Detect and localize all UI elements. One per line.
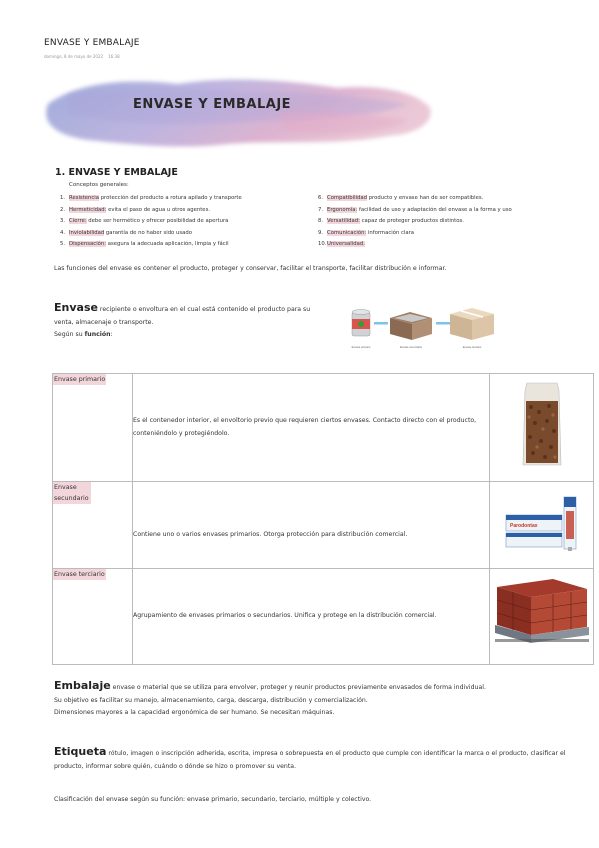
concept-term: Universalidad. (327, 241, 365, 247)
envase-definition (54, 302, 329, 342)
row-description: Contiene uno o varios envases primarios. Otorga protección para distribución comercial. (133, 530, 408, 538)
concept-number: 2. (60, 206, 66, 213)
concept-number: 3. (60, 218, 66, 224)
funcion-suffix: : (110, 331, 113, 338)
can-icon (352, 310, 370, 337)
section-heading: 1. ENVASE Y EMBALAJE (55, 167, 178, 178)
concept-number: 10. (318, 241, 327, 247)
row-label: Envase secundario (53, 482, 91, 504)
embalaje-paragraph (54, 680, 584, 720)
embalaje-line2: Su objetivo es facilitar su manejo, almacenamiento, carga, descarga, distribución y comercialización. (54, 696, 368, 704)
concept-item (318, 205, 512, 217)
envase-table (52, 373, 594, 665)
concept-number: 9. (318, 229, 324, 236)
concept-text: garantía de no haber sido usado (104, 229, 192, 236)
functions-paragraph: Las funciones del envase es contener el producto, proteger y conservar, facilitar el transporte, facilitar distribución e informar. (54, 265, 447, 272)
table-row (53, 569, 594, 665)
concept-item (60, 216, 242, 228)
concept-text: capaz de proteger productos distintos. (359, 218, 464, 224)
concepts-label: Conceptos generales: (69, 182, 129, 188)
concept-number: 1. (60, 195, 66, 201)
time-text: 16:38 (108, 54, 120, 59)
concept-term: Dispensación: (69, 241, 107, 247)
concept-text: facilidad de uso y adaptación del envase a la forma y uso (357, 206, 512, 213)
concept-item (318, 193, 512, 205)
concept-text: información clara (366, 229, 415, 236)
concepts-list-right (318, 193, 512, 251)
concept-text: debe ser hermético y ofrecer posibilidad de apertura (86, 218, 229, 224)
watercolor-banner (38, 74, 438, 152)
embalaje-term: Embalaje (54, 679, 111, 692)
concept-text: evita el paso de agua u otros agentes. (106, 206, 211, 213)
packaging-diagram (346, 300, 496, 360)
diagram-label-tertiary: Envase terciario (462, 346, 482, 349)
concept-term: Inviolabilidad (69, 229, 105, 236)
envase-definition-text: recipiente o envoltura en el cual está contenido el producto para su venta, almacenaje o transporte. (54, 306, 311, 326)
box-closed-icon (450, 308, 494, 340)
row-label: Envase primario (54, 376, 106, 383)
etiqueta-text: rótulo, imagen o inscripción adherida, escrita, impresa o sobrepuesta en el producto que cumple con identificar la marca o el producto, clasificar el producto, informar sobre quién, cuándo o dónde se hizo o promover su venta. (54, 750, 566, 770)
arrow-1 (374, 322, 388, 325)
pallet-image (493, 573, 591, 655)
concept-number: 5. (60, 241, 66, 247)
row-description: Es el contenedor interior, el envoltorio previo que requieren ciertos envases. Contacto directo con el producto, conteniéndolo y protegiéndolo. (133, 417, 477, 437)
concept-item (60, 228, 242, 240)
concept-term: Compatibilidad (327, 195, 368, 201)
funcion-prefix: Según su (54, 331, 85, 338)
table-row (53, 482, 594, 569)
toothpaste-image (502, 491, 582, 553)
envase-term: Envase (54, 301, 98, 314)
concept-term: Resistencia (69, 195, 100, 201)
toothpaste-brand-text: Parodontax (509, 523, 538, 530)
table-row (53, 374, 594, 482)
diagram-label-secondary: Envase secundario (399, 346, 423, 349)
concept-term: Versatilidad: (327, 218, 360, 224)
row-label: Envase terciario (54, 571, 105, 578)
concept-item (318, 216, 512, 228)
document-date (44, 54, 120, 59)
concept-number: 7. (318, 206, 324, 213)
arrow-2 (436, 322, 450, 325)
banner-title: ENVASE Y EMBALAJE (133, 97, 292, 112)
date-text: domingo, 8 de mayo de 2022 (44, 54, 104, 59)
concept-text: protección del producto a rotura apilado y transporte (99, 195, 242, 201)
row-description: Agrupamiento de envases primarios o secundarios. Unifica y protege en la distribución comercial. (133, 612, 437, 620)
concept-term: Ergonomía: (327, 206, 358, 213)
concept-item (60, 193, 242, 205)
concept-item (60, 239, 242, 251)
concept-item (318, 239, 512, 251)
etiqueta-term: Etiqueta (54, 745, 107, 758)
concept-text: producto y envase han de ser compatibles. (367, 195, 484, 201)
concept-term: Comunicación: (327, 229, 367, 236)
embalaje-line3: Dimensiones mayores a la capacidad ergonómica de ser humano. Se necesitan máquinas. (54, 709, 335, 716)
diagram-label-primary: Envase primario (351, 346, 371, 349)
concept-number: 4. (60, 229, 66, 236)
clasificacion-paragraph: Clasificación del envase según su función: envase primario, secundario, terciario, múltiple y colectivo. (54, 796, 372, 803)
document-title: ENVASE Y EMBALAJE (44, 38, 140, 48)
concept-item (60, 205, 242, 217)
embalaje-line1: envase o material que se utiliza para envolver, proteger y reunir productos previamente envasados de forma individual. (110, 684, 486, 691)
etiqueta-paragraph (54, 746, 594, 773)
concepts-list-left (60, 193, 242, 251)
concept-term: Cierre: (69, 218, 87, 224)
concept-term: Hermeticidad: (69, 206, 107, 213)
concept-number: 8. (318, 218, 324, 224)
funcion-word: función (84, 331, 111, 338)
concept-item (318, 228, 512, 240)
concept-text: asegura la adecuada aplicación, limpia y fácil (106, 241, 229, 247)
box-open-icon (390, 312, 432, 340)
concept-number: 6. (318, 195, 324, 201)
cereal-bag-image (517, 379, 567, 471)
